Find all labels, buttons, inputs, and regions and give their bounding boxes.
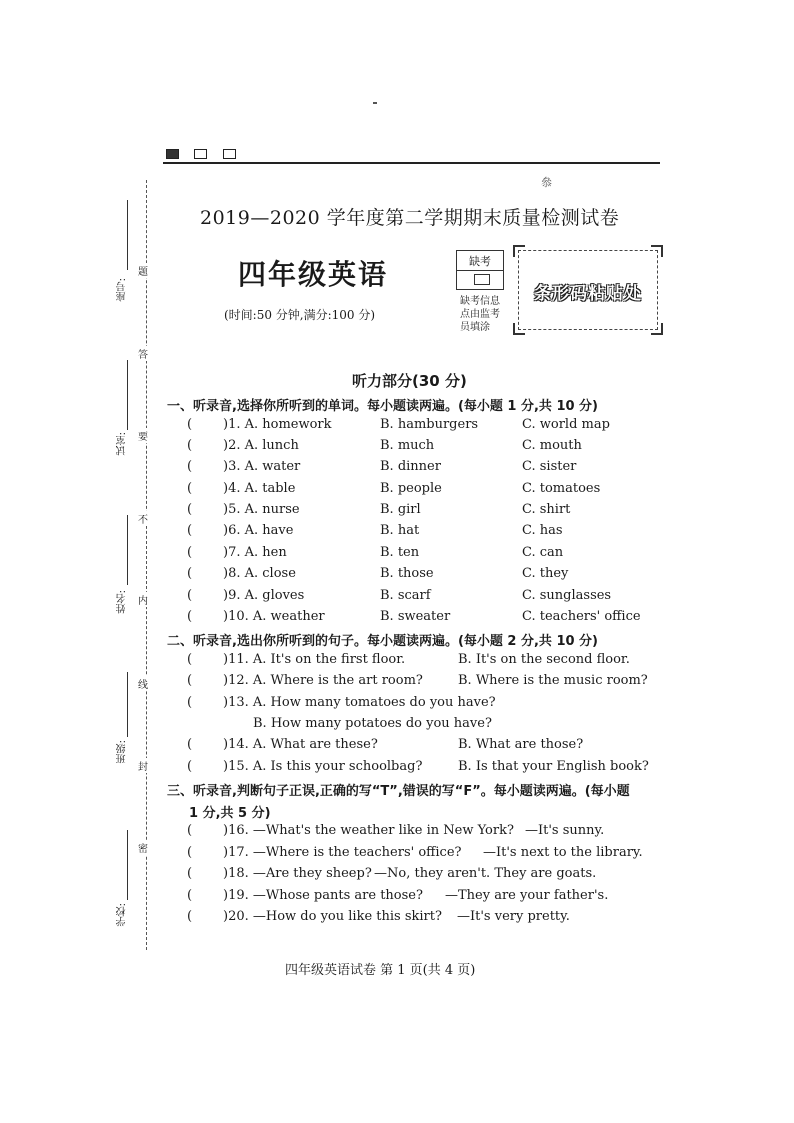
option-a: )5. A. nurse [223,502,300,517]
marker-square-filled [166,149,179,159]
option-b: B. sweater [380,609,451,624]
option-b: B. girl [380,502,421,517]
question-text: )20. —How do you like this skirt? [223,909,442,924]
stamp-mark: 叅 [541,176,552,189]
option-a: )1. A. homework [223,417,332,432]
option-b: B. scarf [380,588,431,603]
seal-char: 要 [138,428,148,443]
answer-blank[interactable]: ( [187,673,193,688]
option-b: B. hat [380,523,420,538]
field-school-line [127,830,128,900]
question-text: )19. —Whose pants are those? [223,888,423,903]
answer-text: —They are your father's. [445,888,609,903]
option-c: C. can [522,545,564,560]
seal-char: 题 [138,263,148,278]
option-a: )14. A. What are these? [223,737,378,752]
option-a: )3. A. water [223,459,301,474]
absent-divider [457,270,503,271]
header-rule [163,162,660,164]
answer-blank[interactable]: ( [187,545,193,560]
option-a: )8. A. close [223,566,296,581]
barcode-area [518,250,658,330]
field-school-label: 学校: [117,903,128,927]
field-class-label: 班级: [117,740,128,764]
option-a: )13. A. How many tomatoes do you have? [223,695,496,710]
section-title: 听力部分(30 分) [352,372,467,390]
option-b: B. those [380,566,434,581]
answer-blank[interactable]: ( [187,652,193,667]
answer-blank[interactable]: ( [187,888,193,903]
barcode-label: 条形码粘贴处 [534,284,642,304]
answer-text: —It's next to the library. [483,845,643,860]
corner-mark [651,245,663,257]
option-c: C. tomatoes [522,481,601,496]
question-text: )16. —What's the weather like in New York? [223,823,514,838]
absent-box[interactable] [456,250,504,290]
answer-blank[interactable]: ( [187,909,193,924]
question-text: )18. —Are they sheep? [223,866,372,881]
seal-char: 不 [138,511,148,526]
corner-mark [513,323,525,335]
part1-instruction: 一、听录音,选择你所听到的单词。每小题读两遍。(每小题 1 分,共 10 分) [167,399,598,414]
option-c: C. shirt [522,502,571,517]
absent-note-line: 点由监考 [460,309,500,320]
answer-blank[interactable]: ( [187,523,193,538]
option-a: )15. A. Is this your schoolbag? [223,759,423,774]
option-b: B. What are those? [458,737,584,752]
answer-blank[interactable]: ( [187,609,193,624]
answer-text: —No, they aren't. They are goats. [374,866,597,881]
seal-char: 封 [138,758,148,773]
part3-instruction: 三、听录音,判断句子正误,正确的写“T”,错误的写“F”。每小题读两遍。(每小题 [167,784,630,799]
absent-checkbox[interactable] [474,274,490,285]
option-b: B. Is that your English book? [458,759,649,774]
option-c: C. teachers' office [522,609,641,624]
option-a: )11. A. It's on the first floor. [223,652,406,667]
answer-blank[interactable]: ( [187,588,193,603]
option-b: B. people [380,481,442,496]
answer-text: —It's very pretty. [457,909,570,924]
option-c: C. world map [522,417,610,432]
time-info: (时间:50 分钟,满分:100 分) [224,308,376,322]
option-b: B. dinner [380,459,441,474]
field-seat-label: 座号: [117,278,128,302]
field-room-label: 试室: [117,432,128,456]
option-a: )12. A. Where is the art room? [223,673,423,688]
answer-blank[interactable]: ( [187,695,193,710]
question-text: )17. —Where is the teachers' office? [223,845,462,860]
option-a: )7. A. hen [223,545,287,560]
subject-title: 四年级英语 [238,258,389,291]
exam-title: 2019—2020 学年度第二学期期末质量检测试卷 [200,207,620,229]
field-room-line [127,360,128,430]
answer-blank[interactable]: ( [187,481,193,496]
marker-square [194,149,207,159]
absent-note-line: 员填涂 [460,322,490,333]
answer-blank[interactable]: ( [187,759,193,774]
binding-dashed-line [146,180,147,950]
field-seat-line [127,200,128,270]
answer-blank[interactable]: ( [187,845,193,860]
seal-char: 内 [138,592,148,607]
option-c: C. they [522,566,569,581]
option-a: )6. A. have [223,523,294,538]
option-c: C. sunglasses [522,588,612,603]
absent-note [460,295,500,334]
option-a: )9. A. gloves [223,588,305,603]
answer-blank[interactable]: ( [187,566,193,581]
answer-blank[interactable]: ( [187,459,193,474]
option-c: C. mouth [522,438,582,453]
answer-blank[interactable]: ( [187,502,193,517]
scan-speck [373,102,377,104]
field-class-line [127,672,128,737]
option-c: C. sister [522,459,577,474]
marker-square [223,149,236,159]
corner-mark [651,323,663,335]
page-footer: 四年级英语试卷 第 1 页(共 4 页) [285,963,476,978]
part2-instruction: 二、听录音,选出你所听到的句子。每小题读两遍。(每小题 2 分,共 10 分) [167,634,598,649]
option-b: B. much [380,438,435,453]
option-a: )10. A. weather [223,609,325,624]
option-b: B. It's on the second floor. [458,652,630,667]
part3-instruction-cont: 1 分,共 5 分) [189,806,271,821]
option-b: B. Where is the music room? [458,673,648,688]
answer-blank[interactable]: ( [187,737,193,752]
option-b: B. How many potatoes do you have? [253,716,492,731]
corner-mark [513,245,525,257]
answer-blank[interactable]: ( [187,866,193,881]
option-a: )4. A. table [223,481,296,496]
absent-note-line: 缺考信息 [460,296,500,307]
seal-char: 线 [138,676,148,691]
field-name-line [127,515,128,585]
option-b: B. ten [380,545,420,560]
seal-char: 密 [138,840,148,855]
absent-label: 缺考 [469,255,491,268]
option-b: B. hamburgers [380,417,479,432]
option-a: )2. A. lunch [223,438,299,453]
seal-char: 答 [138,346,148,361]
answer-text: —It's sunny. [525,823,605,838]
option-c: C. has [522,523,563,538]
answer-blank[interactable]: ( [187,417,193,432]
answer-blank[interactable]: ( [187,823,193,838]
field-name-label: 姓名: [117,590,128,614]
answer-blank[interactable]: ( [187,438,193,453]
